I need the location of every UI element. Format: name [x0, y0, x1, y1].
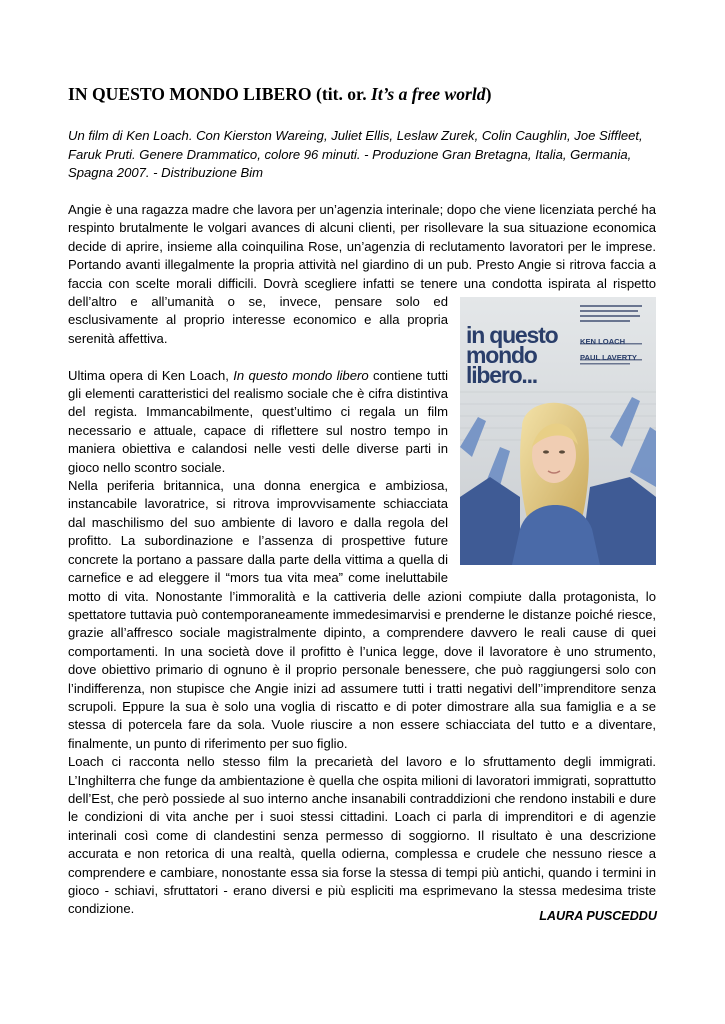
poster-director: KEN LOACH [580, 337, 626, 347]
film-title-italic: In questo mondo libero [233, 367, 369, 383]
author-signature: LAURA PUSCEDDU [539, 909, 657, 923]
poster-title: in questo mondo libero... [466, 322, 558, 389]
document-title [68, 82, 668, 106]
poster-writer: PAUL LAVERTY [580, 353, 637, 363]
movie-poster [460, 297, 656, 565]
title-main: IN QUESTO MONDO LIBERO (tit. or. [68, 84, 372, 104]
paragraph-director-lead: Ultima opera di Ken Loach, [68, 367, 234, 383]
review-body [68, 201, 656, 919]
plot-text: Angie è una ragazza madre che lavora per un’agenzia interinale; dopo che viene licenziata perché ha respinto brutalmente le volgari avances di alcuni clienti, per risollevare la sua situazione economica decide di aprire, insieme alla coinquilina Rose, un’agenzia di reclutamento lavoratori per le imprese. Portando avanti illegalmente la propria attività nel giardino di un pub. Presto Angie si ritrova faccia a faccia con scelte morali difficili. Dovrà scegliere infatti se tenere una condotta in questo mondo libero... KEN LOACH PAUL LAVERTY ispirata al rispetto dell’altro e all’umanità o se, invece, pensare solo ed esclusivamente al proprio interesse economico e alla propria serenità affettiva. [68, 202, 656, 346]
paragraph-director-rest: contiene tutti gli elementi caratteristici del realismo sociale che è cifra distintiva del regista. Immancabilmente, quest’ultimo ci regala un film necessario e attuale, capace di riflettere sul nostro tempo in maniera obiettiva e calandosi nelle vesti delle diverse parti in gioco nello scontro sociale. [68, 367, 448, 475]
title-original: It’s a free world [371, 84, 486, 104]
paragraph-context: Loach ci racconta nello stesso film la precarietà del lavoro e lo sfruttamento degli immigrati. L’Inghilterra che funge da ambientazione è quella che ospita milioni di lavoratori immigrati, soprattutto dell’Est, che però possiede al suo interno anche insanabili contraddizioni che rendono instabili e dure le condizioni di vita anche per i suoi stessi cittadini. Loach ci parla di imprenditori e di agenzie interinali così come di clandestini senza permesso di soggiorno. Il risultato è una descrizione accurata e non retorica di una realtà, quella odierna, complessa e crudele che nessuno riesce a comprendere e cambiare, nonostante essa sia forse la stessa di tempi più antichi, quando i termini in gioco - schiavi, sfruttatori - erano diversi e più espliciti ma esprimevano la stessa medesima triste condizione. [68, 754, 656, 917]
paragraph-analysis: Nella periferia britannica, una donna energica e ambiziosa, instancabile lavoratrice, si ritrova improvvisamente schiacciata dal maschilismo del suo ambiente di lavoro e dalla regola del profitto. La subordinazione e l’assenza di prospettive future concrete la portano a passare dalla parte della vittima a quella di carnefice e ad eleggere il “mors tua vita mea” come ineluttabile motto di vita. Nonostante l’immoralità e la cattiveria delle azioni compiute dalla protagonista, lo spettatore tuttavia può contemporaneamente immedesimarvisi e prenderne le distanze poiché riesce, grazie all’affresco sociale magistralmente dipinto, a comprendere davvero le reali cause di quei comportamenti. In una società dove il profitto è l’unica legge, dove il lavoratore è uno strumento, dove obiettivo primario di ognuno è il proprio personale benessere, che può raggiungersi solo con l’indifferenza, non stupisce che Angie inizi ad assumere tutti i tratti negativi dell’’imprenditore senza scrupoli. Eppure la sua è solo una voglia di riscatto e di poter dimostrare alla sua famiglia e a se stessa di potercela fare da sola. Vuole riuscire a non essere schiacciata del tutto e a diventare, finalmente, un punto di riferimento per suo figlio. [68, 478, 656, 751]
film-credits: Un film di Ken Loach. Con Kierston Wareing, Juliet Ellis, Leslaw Zurek, Colin Caughlin, Joe Siffleet, Faruk Pruti. Genere Drammatico, colore 96 minuti. - Produzione Gran Bretagna, Italia, Germania, Spagna 2007. - Distribuzione Bim [68, 128, 643, 181]
title-close: ) [485, 84, 492, 104]
